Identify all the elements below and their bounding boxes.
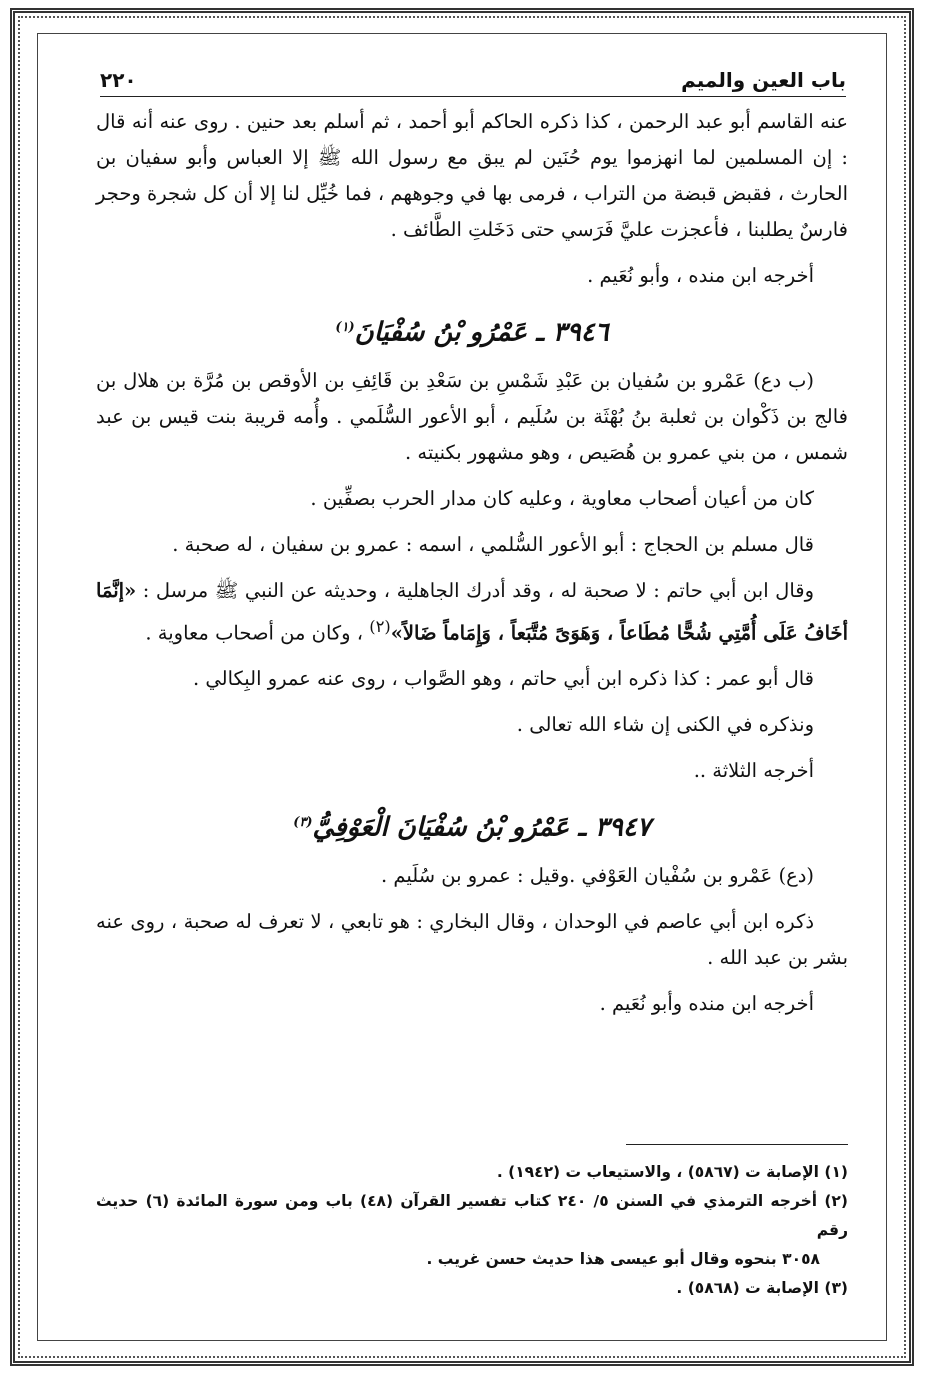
chapter-title: باب العين والميم xyxy=(681,68,846,92)
footnote-2: (٢) أخرجه الترمذي في السنن ٥/ ٢٤٠ كتاب تفسير القرآن (٤٨) باب ومن سورة المائدة (٦) حديث رقم xyxy=(96,1192,848,1239)
footnote-1: (١) الإصابة ت (٥٨٦٧) ، والاستيعاب ت (١٩٤٢) . xyxy=(496,1163,848,1181)
footnotes xyxy=(96,1158,848,1303)
footnote-separator xyxy=(626,1144,848,1145)
paragraph-3: (ب دع) عَمْرو بن سُفيان بن عَبْدِ شَمْسِ بن سَعْدِ بن قَائِفِ بن الأوقص بن مُرَّة بن هلال بن فالج بن ذَكْوان بن ثعلبة بنُ بُهْثَة بن سُلَيم ، أبو الأعور السُّلَمي . وأُمه قريبة بنت قيس بن عبد شمس ، من بني عمرو بن هُصَيص ، وهو مشهور بكنيته . xyxy=(96,368,848,464)
paragraph-4: كان من أعيان أصحاب معاوية ، وعليه كان مدار الحرب بصفِّين . xyxy=(310,486,814,510)
paragraph-11: ذكره ابن أبي عاصم في الوحدان ، وقال البخاري : هو تابعي ، لا تعرف له صحبة ، روى عنه بشر بن عبد الله . xyxy=(96,909,848,969)
paragraph-12: أخرجه ابن منده وأبو نُعَيم . xyxy=(599,991,814,1015)
paragraph-7: قال أبو عمر : كذا ذكره ابن أبي حاتم ، وهو الصَّواب ، روى عنه عمرو البِكالي . xyxy=(192,667,814,691)
paragraph-10: (دع) عَمْرو بن سُفْيان العَوْفي .وقيل : عمرو بن سُلَيم . xyxy=(380,863,814,887)
footnote-ref-2: (٢) xyxy=(369,616,391,636)
paragraph-2: أخرجه ابن منده ، وأبو نُعَيم . xyxy=(587,264,814,287)
paragraph-6 xyxy=(96,573,848,652)
paragraph-1: عنه القاسم أبو عبد الرحمن ، كذا ذكره الحاكم أبو أحمد ، ثم أسلم بعد حنين . روى عنه أنه قال : إن المسلمين لما انهزموا يوم حُنَين لم يبق مع رسول الله ﷺ إلا العباس وأبو سفيان بن الحارث ، فقبض قبضة من التراب ، فرمى بها في وجوههم ، فما خُيِّل لنا إلا أن كل شجرة وحجر فارسٌ يطلبنا ، فأعجزت عليَّ فَرَسي حتى دَخَلتِ الطَّائف . xyxy=(96,110,848,241)
paragraph-8: ونذكره في الكنى إن شاء الله تعالى . xyxy=(516,713,814,737)
paragraph-6-end: ، وكان من أصحاب معاوية . xyxy=(145,621,370,645)
footnote-3: (٣) الإصابة ت (٥٨٦٨) . xyxy=(676,1279,848,1297)
entry-heading-text: ٣٩٤٦ ـ عَمْرُو بْنُ سُفْيَانَ xyxy=(354,317,609,348)
paragraph-5: قال مسلم بن الحجاج : أبو الأعور السُّلمي ، اسمه : عمرو بن سفيان ، له صحبة . xyxy=(172,532,814,556)
entry-heading-3946 xyxy=(96,304,848,357)
hadith-quote: «إنَّمَا أخَافُ عَلَى أُمَّتِي شُحًّا مُطَاعاً ، وَهَوَىً مُتَّبَعاً ، وَإِمَاماً ضَالاً» xyxy=(96,578,848,645)
running-header xyxy=(100,58,846,97)
paragraph-6-start: وقال ابن أبي حاتم : لا صحبة له ، وقد أدرك الجاهلية ، وحديثه عن النبي ﷺ مرسل : xyxy=(136,578,814,602)
paragraph-9: أخرجه الثلاثة .. xyxy=(693,759,814,783)
footnote-ref-3: (٣) xyxy=(293,815,313,831)
footnote-2-continued: ٣٠٥٨ بنحوه وقال أبو عيسى هذا حديث حسن غريب . xyxy=(426,1250,820,1268)
footnote-ref-1: (١) xyxy=(335,320,355,335)
entry-heading-3947 xyxy=(96,799,848,852)
page-number: ٢٢٠ xyxy=(100,68,137,92)
entry-heading-text: ٣٩٤٧ ـ عَمْرُو بْنُ سُفْيَانَ الْعَوْفِيُّ xyxy=(312,812,651,843)
main-text xyxy=(96,104,848,1032)
